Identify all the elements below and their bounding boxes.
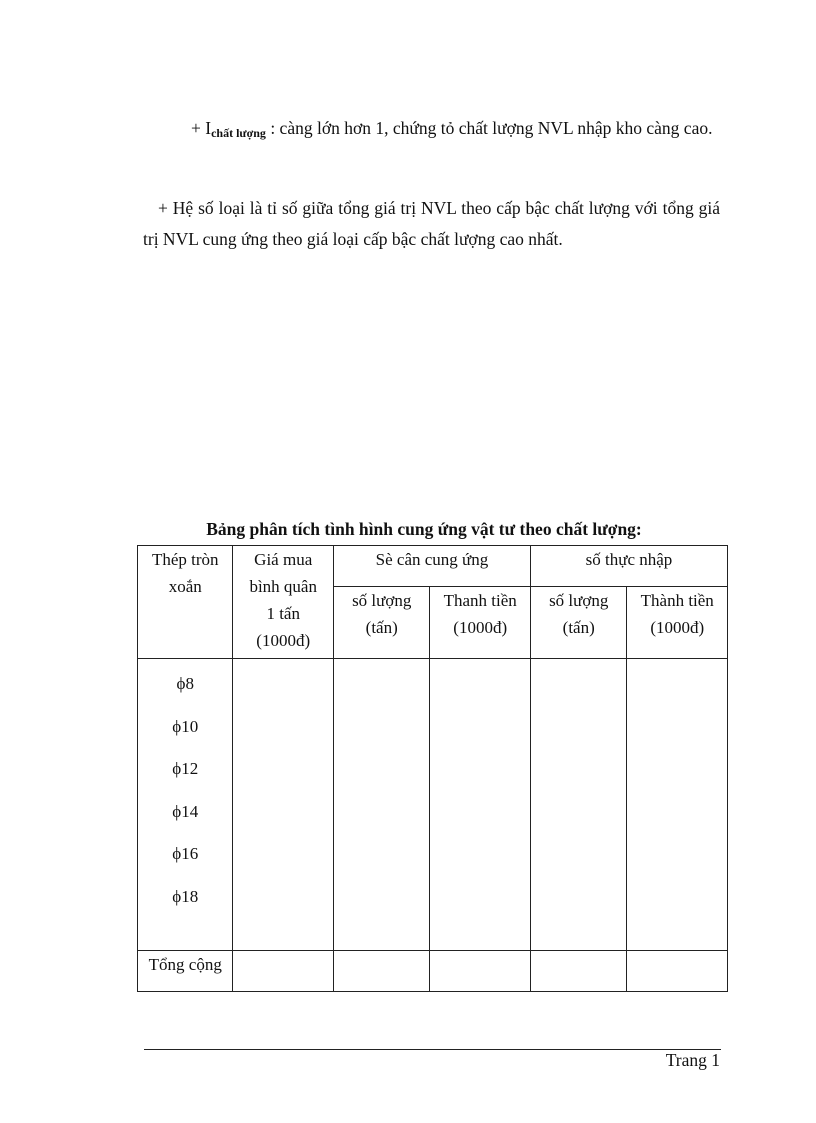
header-text: số lượng <box>352 591 412 610</box>
steel-size: ϕ18 <box>172 886 199 906</box>
empty-cell <box>627 659 728 951</box>
header-actual-quantity <box>530 587 626 659</box>
empty-cell <box>430 659 531 951</box>
header-text: bình quân <box>249 577 317 596</box>
header-supply-amount <box>430 587 531 659</box>
table-caption: Bảng phân tích tình hình cung ứng vật tư theo chất lượng: <box>206 519 642 539</box>
paragraph-quality-index <box>143 113 720 146</box>
empty-cell <box>627 951 728 992</box>
empty-cell <box>233 951 334 992</box>
paragraph-grade-coefficient: + Hệ số loại là tỉ số giữa tổng giá trị NVL theo cấp bậc chất lượng với tổng giá trị NVL cung ứng theo giá loại cấp bậc chất lượng cao nhất. <box>143 198 720 249</box>
header-text: Thành tiền <box>640 591 714 610</box>
empty-cell <box>530 659 626 951</box>
paragraph-text: : càng lớn hơn 1, chứng tỏ chất lượng NVL nhập kho càng cao. <box>265 118 713 138</box>
steel-size-list <box>138 659 232 925</box>
header-row <box>138 546 728 587</box>
header-text: 1 tấn <box>266 604 300 623</box>
footer-divider <box>144 1049 721 1050</box>
steel-size: ϕ12 <box>172 759 199 778</box>
header-avg-price <box>233 546 334 659</box>
index-subscript: chất lượng <box>211 126 266 140</box>
empty-cell <box>530 951 626 992</box>
header-text: Thanh tiền <box>443 591 517 610</box>
empty-cell <box>333 659 429 951</box>
total-row <box>138 951 728 992</box>
header-group-supply: Sè cân cung ứng <box>333 546 530 587</box>
empty-cell <box>333 951 429 992</box>
header-text: (1000đ) <box>650 618 705 637</box>
header-text: Thép tròn <box>151 550 219 569</box>
header-text: (tấn) <box>562 618 595 637</box>
steel-size: ϕ14 <box>172 801 199 821</box>
header-text: (tấn) <box>365 618 398 637</box>
header-text: (1000đ) <box>453 618 508 637</box>
page-number: Trang 1 <box>665 1050 720 1070</box>
header-text: số lượng <box>549 591 609 610</box>
total-label: Tổng cộng <box>138 951 233 992</box>
supply-quality-table <box>137 545 728 992</box>
header-steel-type <box>138 546 233 659</box>
steel-size: ϕ16 <box>172 844 199 863</box>
header-text: xoắn <box>168 577 202 596</box>
empty-cell <box>233 659 334 951</box>
steel-size: ϕ10 <box>172 716 199 736</box>
empty-cell <box>430 951 531 992</box>
header-text: (1000đ) <box>256 631 311 650</box>
steel-size: ϕ8 <box>176 674 194 693</box>
header-text: Giá mua <box>254 550 313 569</box>
index-symbol: + I <box>191 118 212 138</box>
header-supply-quantity <box>333 587 429 659</box>
header-group-actual: số thực nhập <box>530 546 727 587</box>
header-actual-amount <box>627 587 728 659</box>
steel-size-cell <box>138 659 233 951</box>
table-row <box>138 659 728 951</box>
